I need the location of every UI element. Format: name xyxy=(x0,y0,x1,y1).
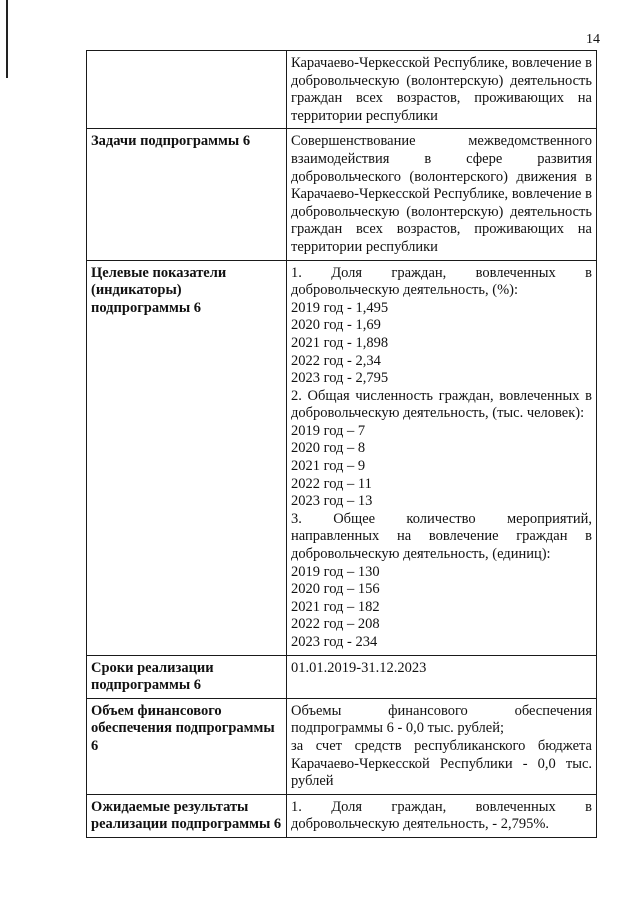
row-label: Сроки реализации подпрограммы 6 xyxy=(87,655,287,698)
row-label xyxy=(87,51,287,129)
financing-cell xyxy=(287,698,597,794)
indicator-value: 2020 год – 156 xyxy=(291,581,380,598)
row-content: 1. Доля граждан, вовлеченных в добровольческую деятельность, - 2,795%. xyxy=(287,794,597,837)
indicator-value: 2022 год - 2,34 xyxy=(291,352,381,369)
financing-total: Объемы финансового обеспечения подпрограммы 6 - 0,0 тыс. рублей; xyxy=(291,702,592,737)
subprogram-passport-table xyxy=(86,50,597,838)
table-row xyxy=(87,51,597,129)
row-label: Объем финансового обеспечения подпрограммы 6 xyxy=(87,698,287,794)
indicator-value: 2021 год - 1,898 xyxy=(291,334,389,351)
indicator-title: 2. Общая численность граждан, вовлеченных в добровольческую деятельность, (тыс. человек): xyxy=(291,387,592,422)
table-row xyxy=(87,698,597,794)
row-label: Задачи подпрограммы 6 xyxy=(87,129,287,260)
row-content: Карачаево-Черкесской Республике, вовлечение в добровольческую (волонтерскую) деятельность граждан всех возрастов, проживающих на территории республики xyxy=(287,51,597,129)
page-number: 14 xyxy=(586,32,600,47)
table-row xyxy=(87,129,597,260)
indicator-value: 2019 год – 130 xyxy=(291,563,380,580)
indicator-value: 2023 год – 13 xyxy=(291,493,373,510)
indicator-title: 3. Общее количество мероприятий, направленных на вовлечение граждан в добровольческую деятельность, (единиц): xyxy=(291,510,592,563)
indicator-value: 2019 год – 7 xyxy=(291,422,366,439)
indicator-value: 2022 год – 11 xyxy=(291,475,372,492)
row-content: Совершенствование межведомственного взаимодействия в сфере развития добровольческого (волонтерского) движения в Карачаево-Черкесской Республике, вовлечение в добровольческую (волонтерскую) деятельность граждан всех возрастов, проживающих на территории республики xyxy=(287,129,597,260)
indicator-value: 2021 год – 182 xyxy=(291,598,380,615)
row-label: Ожидаемые результаты реализации подпрограммы 6 xyxy=(87,794,287,837)
indicator-value: 2019 год - 1,495 xyxy=(291,299,389,316)
indicators-cell xyxy=(287,260,597,655)
financing-source: за счет средств республиканского бюджета Карачаево-Черкесской Республики - 0,0 тыс. рублей xyxy=(291,737,592,790)
indicator-value: 2021 год – 9 xyxy=(291,458,366,475)
indicator-value: 2022 год – 208 xyxy=(291,616,380,633)
table-row xyxy=(87,260,597,655)
table-row xyxy=(87,794,597,837)
indicator-value: 2020 год – 8 xyxy=(291,440,366,457)
indicator-value: 2020 год - 1,69 xyxy=(291,317,381,334)
scan-edge-mark xyxy=(6,0,8,78)
indicator-value: 2023 год - 234 xyxy=(291,634,378,650)
indicator-value: 2023 год - 2,795 xyxy=(291,370,389,387)
table-row xyxy=(87,655,597,698)
row-content: 01.01.2019-31.12.2023 xyxy=(287,655,597,698)
indicator-title: 1. Доля граждан, вовлеченных в добровольческую деятельность, (%): xyxy=(291,264,592,299)
row-label: Целевые показатели (индикаторы) подпрограммы 6 xyxy=(87,260,287,655)
